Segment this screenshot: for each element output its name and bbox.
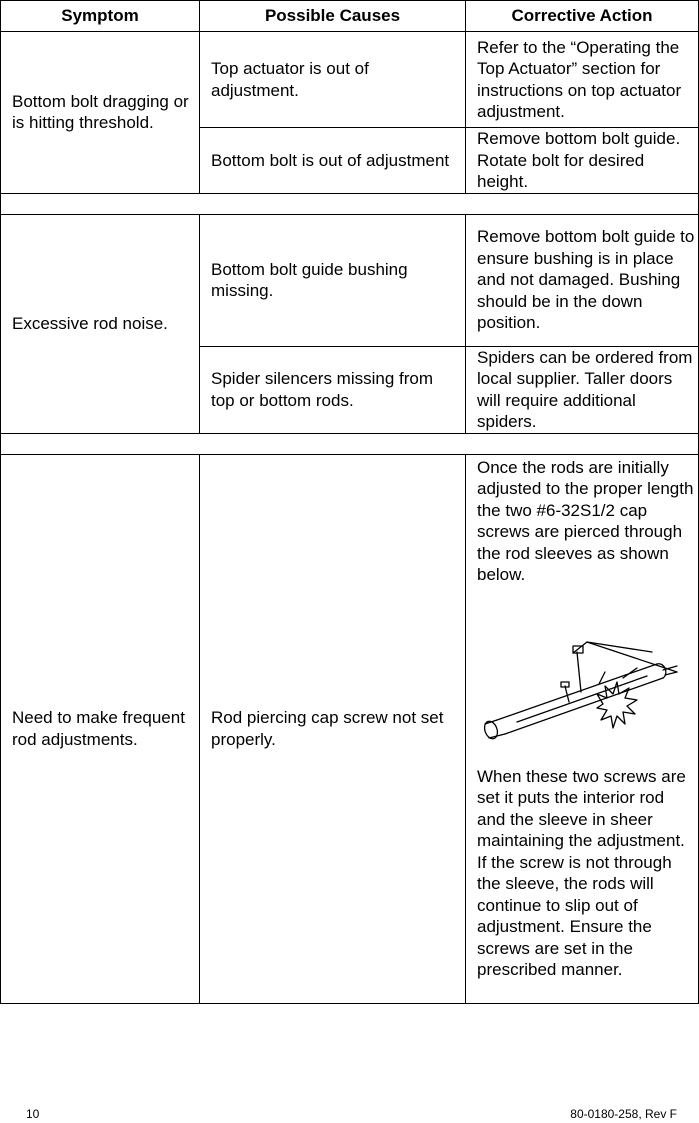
table-row	[1, 214, 699, 346]
action-text-before: Once the rods are initially adjusted to the proper length the two #6-32S1/2 cap screws are pierced through the rod sleeves as shown below.	[477, 457, 694, 584]
cause-cell: Spider silencers missing from top or bottom rods.	[200, 346, 466, 433]
cause-cell: Rod piercing cap screw not set properly.	[200, 454, 466, 1003]
action-cell: Refer to the “Operating the Top Actuator” section for instructions on top actuator adjustment.	[466, 32, 699, 128]
header-possible-causes: Possible Causes	[200, 1, 466, 32]
spacer-row	[1, 193, 699, 214]
symptom-cell: Bottom bolt dragging or is hitting threshold.	[1, 32, 200, 194]
header-corrective-action: Corrective Action	[466, 1, 699, 32]
cause-cell: Top actuator is out of adjustment.	[200, 32, 466, 128]
page-number: 10	[26, 1107, 40, 1121]
rod-cap-screw-illustration	[477, 612, 682, 744]
action-cell	[466, 454, 699, 1003]
header-symptom: Symptom	[1, 1, 200, 32]
action-cell: Remove bottom bolt guide to ensure bushing is in place and not damaged. Bushing should be in the down position.	[466, 214, 699, 346]
action-cell: Spiders can be ordered from local supplier. Taller doors will require additional spiders.	[466, 346, 699, 433]
document-id: 80-0180-258, Rev F	[570, 1107, 677, 1121]
action-cell: Remove bottom bolt guide. Rotate bolt for desired height.	[466, 128, 699, 194]
table-row	[1, 454, 699, 1003]
action-text-after: When these two screws are set it puts the interior rod and the sleeve in sheer maintaining the adjustment. If the screw is not through the sleeve, the rods will continue to slip out of adjustment. Ensure the screws are set in the prescribed manner.	[477, 766, 686, 979]
table-header-row	[1, 1, 699, 32]
symptom-cell: Need to make frequent rod adjustments.	[1, 454, 200, 1003]
table-row	[1, 32, 699, 128]
cause-cell: Bottom bolt guide bushing missing.	[200, 214, 466, 346]
cause-cell: Bottom bolt is out of adjustment	[200, 128, 466, 194]
spacer-row	[1, 433, 699, 454]
symptom-cell: Excessive rod noise.	[1, 214, 200, 433]
